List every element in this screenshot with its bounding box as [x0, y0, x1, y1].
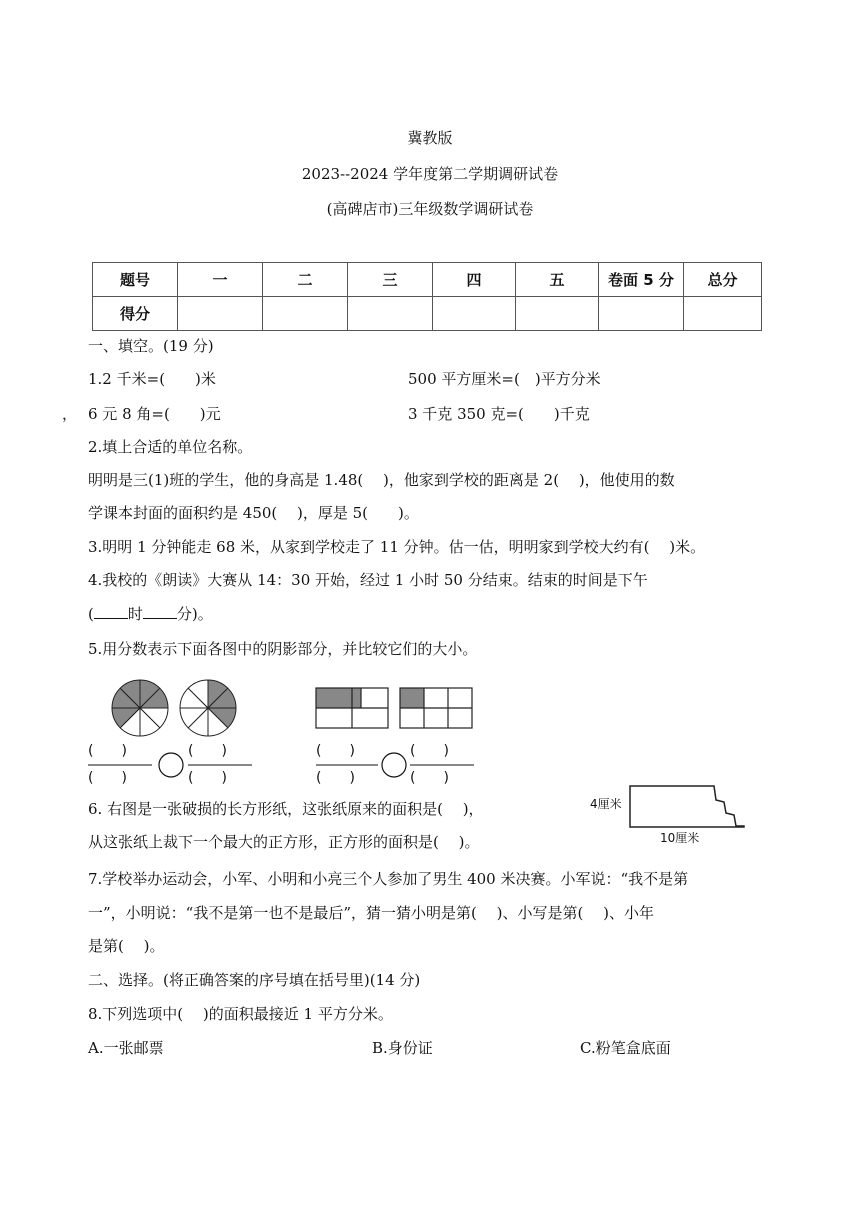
table-cell: 一 — [178, 263, 263, 297]
question-2-line1: 明明是三(1)班的学生，他的身高是 1.48( )，他家到学校的距离是 2( )，他使用的数 — [88, 471, 675, 489]
question-5: 5.用分数表示下面各图中的阴影部分，并比较它们的大小。 — [88, 640, 478, 658]
fraction-denominator-blank[interactable]: ( ) — [410, 770, 449, 786]
score-table — [92, 262, 762, 331]
fraction-numerator-blank[interactable]: ( ) — [188, 743, 227, 759]
fraction-denominator-blank[interactable]: ( ) — [188, 770, 227, 786]
question-6-line2: 从这张纸上裁下一个最大的正方形，正方形的面积是( )。 — [88, 833, 480, 851]
question-8: 8.下列选项中( )的面积最接近 1 平方分米。 — [88, 1005, 393, 1023]
fraction-numerator-blank[interactable]: ( ) — [410, 743, 449, 759]
compare-circle[interactable] — [159, 753, 183, 777]
score-input-cell[interactable] — [263, 297, 348, 331]
table-cell: 卷面 5 分 — [599, 263, 684, 297]
width-label: 4厘米 — [590, 797, 622, 811]
circle-figure-left — [112, 680, 168, 736]
hour-blank[interactable] — [94, 604, 128, 619]
question-2-title: 2.填上合适的单位名称。 — [88, 438, 253, 456]
score-input-cell[interactable] — [684, 297, 762, 331]
question-7-line1: 7.学校举办运动会，小军、小明和小亮三个人参加了男生 400 米决赛。小军说：“我不是第 — [88, 870, 689, 888]
score-table-score-row — [93, 297, 762, 331]
question-1a: 1.2 千米=( )米 — [88, 370, 216, 388]
section-1-title: 一、填空。(19 分) — [88, 337, 214, 355]
question-7-line2: 一”，小明说：“我不是第一也不是最后”，猜一猜小明是第( )、小写是第( )、小年 — [88, 904, 654, 922]
score-input-cell[interactable] — [178, 297, 263, 331]
term-title: 2023--2024 学年度第二学期调研试卷 — [301, 165, 559, 183]
option-b[interactable]: B.身份证 — [372, 1039, 433, 1057]
q5-figures — [88, 672, 488, 790]
score-input-cell[interactable] — [599, 297, 684, 331]
fraction-numerator-blank[interactable]: ( ) — [316, 743, 355, 759]
option-c[interactable]: C.粉笔盒底面 — [580, 1039, 671, 1057]
minute-blank[interactable] — [143, 604, 177, 619]
score-input-cell[interactable] — [348, 297, 433, 331]
question-1b: 500 平方厘米=( )平方分米 — [408, 370, 601, 388]
compare-circle[interactable] — [382, 753, 406, 777]
question-1d: 3 千克 350 克=( )千克 — [408, 405, 590, 423]
question-4-line2 — [88, 604, 213, 624]
q4-open-paren: ( — [88, 605, 94, 623]
length-label: 10厘米 — [660, 831, 700, 845]
table-cell: 总分 — [684, 263, 762, 297]
question-1c: 6 元 8 角=( )元 — [88, 405, 221, 423]
table-cell: 三 — [348, 263, 433, 297]
question-4-line1: 4.我校的《朗读》大赛从 14：30 开始，经过 1 小时 50 分结束。结束的时间是下午 — [88, 571, 648, 589]
q4-minute-label: 分)。 — [176, 605, 213, 623]
stray-mark: ， — [62, 405, 78, 423]
question-7-line3: 是第( )。 — [88, 937, 165, 955]
table-cell: 得分 — [93, 297, 178, 331]
score-input-cell[interactable] — [516, 297, 599, 331]
score-input-cell[interactable] — [433, 297, 516, 331]
option-a[interactable]: A.一张邮票 — [88, 1039, 164, 1057]
exam-title: (高碑店市)三年级数学调研试卷 — [326, 200, 534, 218]
table-cell: 二 — [263, 263, 348, 297]
fraction-denominator-blank[interactable]: ( ) — [88, 770, 127, 786]
table-cell: 四 — [433, 263, 516, 297]
question-3: 3.明明 1 分钟能走 68 米，从家到学校走了 11 分钟。估一估，明明家到学校大约有( )米。 — [88, 538, 706, 556]
fraction-numerator-blank[interactable]: ( ) — [88, 743, 127, 759]
question-2-line2: 学课本封面的面积约是 450( )，厚是 5( )。 — [88, 504, 419, 522]
question-6-line1: 6. 右图是一张破损的长方形纸，这张纸原来的面积是( )， — [88, 800, 484, 818]
publisher-title: 冀教版 — [407, 129, 453, 147]
circle-figure-right — [180, 680, 236, 736]
grid-figure-left — [316, 688, 388, 728]
table-cell: 五 — [516, 263, 599, 297]
score-table-header-row — [93, 263, 762, 297]
broken-rectangle-figure — [588, 780, 758, 850]
grid-figure-right — [400, 688, 472, 728]
q4-hour-label: 时 — [127, 605, 143, 623]
table-cell: 题号 — [93, 263, 178, 297]
section-2-title: 二、选择。(将正确答案的序号填在括号里)(14 分) — [88, 971, 421, 989]
fraction-denominator-blank[interactable]: ( ) — [316, 770, 355, 786]
